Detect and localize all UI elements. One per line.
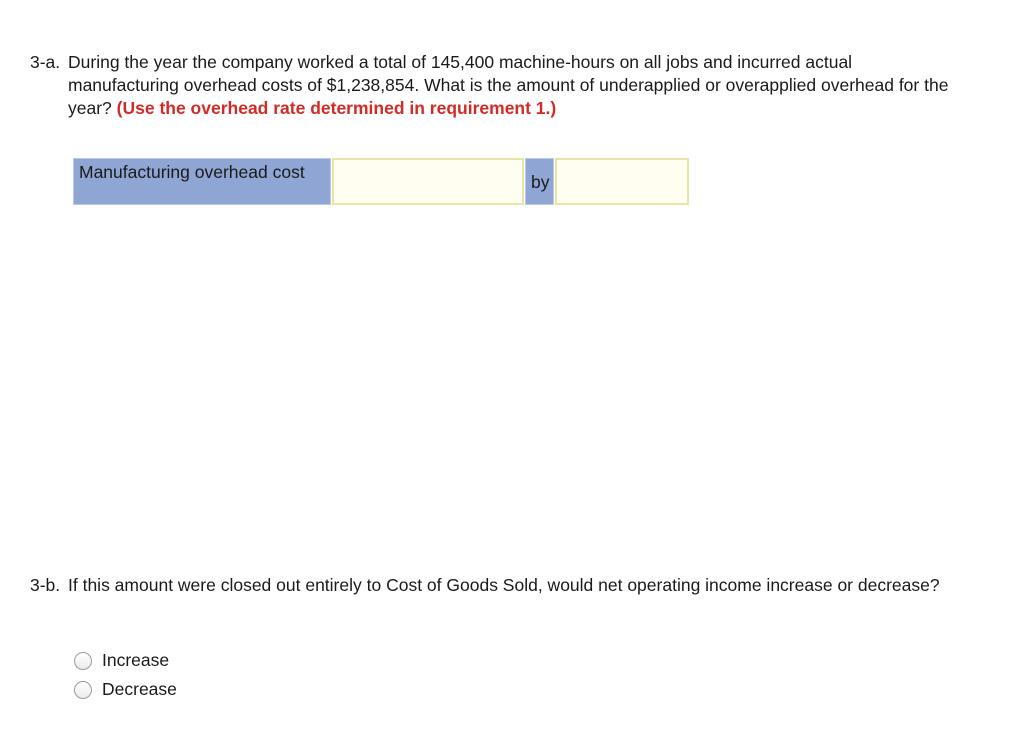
question-number: 3-a. <box>30 52 61 72</box>
by-label: by <box>525 158 554 205</box>
option-decrease[interactable] <box>74 675 177 704</box>
question-hint: (Use the overhead rate determined in requirement 1.) <box>116 98 557 118</box>
question-text: If this amount were closed out entirely to Cost of Goods Sold, would net operating income increase or decrease? <box>68 575 940 595</box>
overhead-type-input-cell[interactable] <box>555 158 689 205</box>
amount-input[interactable] <box>334 160 522 203</box>
answer-row <box>73 158 689 205</box>
question-3a <box>30 51 960 120</box>
question-3b <box>30 574 970 597</box>
overhead-type-input[interactable] <box>557 160 687 203</box>
amount-input-cell[interactable] <box>332 158 524 205</box>
radio-button[interactable] <box>74 681 92 699</box>
answer-label: Manufacturing overhead cost <box>73 158 331 205</box>
question-text <box>68 51 960 120</box>
option-increase[interactable] <box>74 646 177 675</box>
question-number: 3-b. <box>30 575 61 595</box>
question-body: During the year the company worked a total of 145,400 machine-hours on all jobs and incurred actual manufacturing overhead costs of $1,238,854. What is the amount of underapplied or overapplied overhead for the year? <box>68 52 949 118</box>
answer-options <box>74 646 177 704</box>
radio-button[interactable] <box>74 652 92 670</box>
option-label: Increase <box>102 650 170 670</box>
option-label: Decrease <box>102 679 177 699</box>
